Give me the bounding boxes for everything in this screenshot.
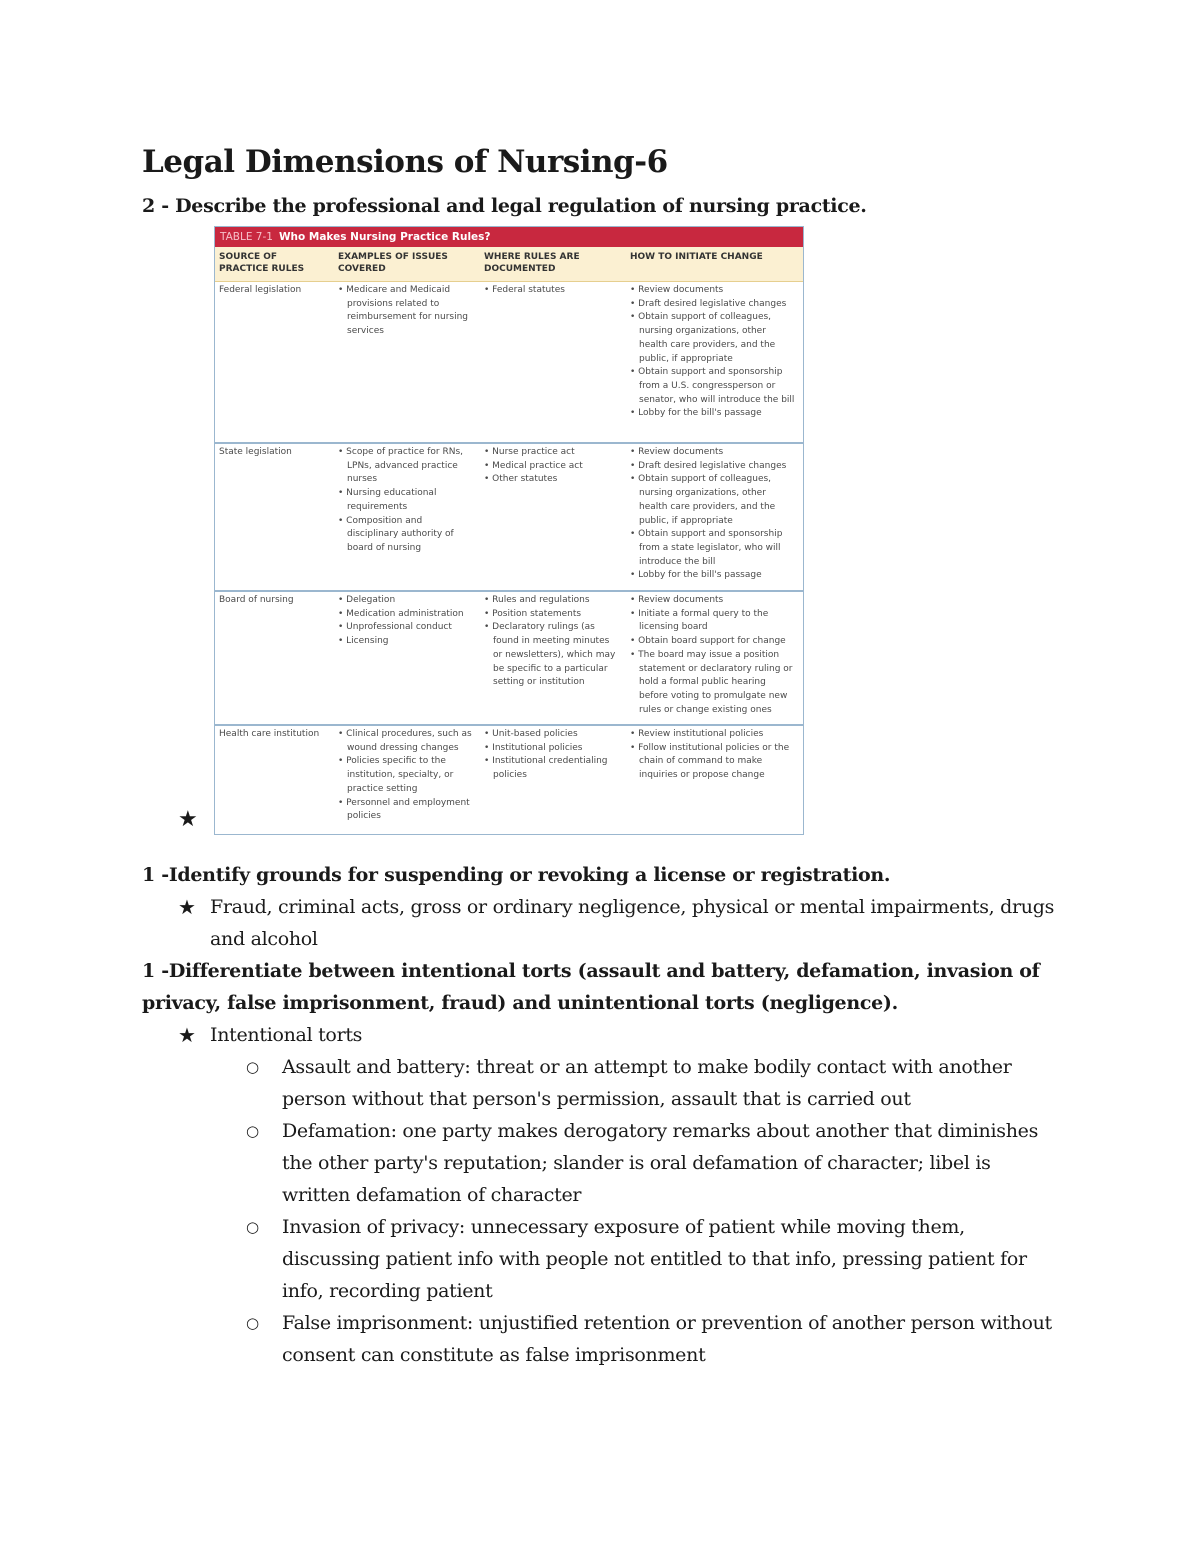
objective-professional-regulation: 2 - Describe the professional and legal regulation of nursing practice. xyxy=(142,195,867,217)
cell-issues xyxy=(334,444,480,590)
list-item: • Federal statutes xyxy=(484,284,620,298)
list-item: • Delegation xyxy=(338,594,474,608)
header-change: HOW TO INITIATE CHANGE xyxy=(630,252,763,262)
list-item: • Review documents xyxy=(630,284,795,298)
list-item: • Position statements xyxy=(484,608,620,622)
list-item xyxy=(246,1051,1062,1115)
cell-documented xyxy=(480,726,626,834)
list-item: • Obtain support and sponsorship from a U.S. congressperson or senator, who will introduce the bill xyxy=(630,366,795,407)
list-item: • Nursing educational requirements xyxy=(338,487,474,514)
circle-bullet-icon: ○ xyxy=(246,1218,259,1236)
table-row xyxy=(215,282,803,444)
cell-source: State legislation xyxy=(219,447,292,457)
torts-list xyxy=(142,1051,1062,1371)
star-bullet-icon: ★ xyxy=(178,1023,196,1047)
cell-source: Board of nursing xyxy=(219,595,294,605)
list-item: • Unprofessional conduct xyxy=(338,621,474,635)
table-row xyxy=(215,444,803,592)
tort-definition: False imprisonment: unjustified retention or prevention of another person without consent can constitute as false imprisonment xyxy=(282,1312,1052,1366)
table-row xyxy=(215,726,803,834)
list-item: • Institutional policies xyxy=(484,742,620,756)
table-label: TABLE 7-1 xyxy=(220,231,273,243)
list-item: • Lobby for the bill's passage xyxy=(630,407,795,421)
list-item xyxy=(178,1019,1062,1051)
list-item: • Rules and regulations xyxy=(484,594,620,608)
list-item: • Unit-based policies xyxy=(484,728,620,742)
tort-definition: Defamation: one party makes derogatory remarks about another that diminishes the other party's reputation; slander is oral defamation of character; libel is written defamation of character xyxy=(282,1120,1039,1206)
objective-torts: 1 -Differentiate between intentional torts (assault and battery, defamation, invasion of privacy, false imprisonment, fraud) and unintentional torts (negligence). xyxy=(142,960,1040,1014)
list-item: • Review institutional policies xyxy=(630,728,795,742)
list-item: • Medication administration xyxy=(338,608,474,622)
list-item xyxy=(178,891,1062,955)
table-body xyxy=(215,282,803,834)
cell-change xyxy=(626,726,801,834)
cell-documented xyxy=(480,592,626,724)
circle-bullet-icon: ○ xyxy=(246,1122,259,1140)
header-documented: WHERE RULES ARE DOCUMENTED xyxy=(484,252,580,274)
tort-definition: Invasion of privacy: unnecessary exposure of patient while moving them, discussing patient info with people not entitled to that info, pressing patient for info, recording patient xyxy=(282,1216,1027,1302)
list-item: • Medical practice act xyxy=(484,460,620,474)
page-title: Legal Dimensions of Nursing-6 xyxy=(142,144,668,180)
list-item: • Obtain support and sponsorship from a state legislator, who will introduce the bill xyxy=(630,528,795,569)
list-item: • Institutional credentialing policies xyxy=(484,755,620,782)
list-item xyxy=(246,1211,1062,1307)
list-item: • Obtain support of colleagues, nursing organizations, other health care providers, and the public, if appropriate xyxy=(630,311,795,366)
list-item: • Obtain board support for change xyxy=(630,635,795,649)
list-item xyxy=(246,1115,1062,1211)
list-item: • Review documents xyxy=(630,594,795,608)
cell-change xyxy=(626,444,801,590)
cell-change xyxy=(626,282,801,442)
list-item: • Lobby for the bill's passage xyxy=(630,569,795,583)
grounds-text: Fraud, criminal acts, gross or ordinary negligence, physical or mental impairments, drugs and alcohol xyxy=(210,896,1055,950)
circle-bullet-icon: ○ xyxy=(246,1058,259,1076)
tort-definition: Assault and battery: threat or an attempt to make bodily contact with another person without that person's permission, assault that is carried out xyxy=(282,1056,1012,1110)
circle-bullet-icon: ○ xyxy=(246,1314,259,1332)
header-source: SOURCE OF PRACTICE RULES xyxy=(219,252,305,274)
header-issues: EXAMPLES OF ISSUES COVERED xyxy=(338,252,448,274)
star-bullet-icon: ★ xyxy=(178,895,196,919)
document-body xyxy=(142,142,1062,1371)
list-item: • Composition and disciplinary authority of board of nursing xyxy=(338,515,474,556)
list-item: • The board may issue a position statement or declaratory ruling or hold a formal public hearing before voting to promulgate new rules or change existing ones xyxy=(630,649,795,718)
cell-issues xyxy=(334,726,480,834)
list-item: • Other statutes xyxy=(484,473,620,487)
list-item: • Policies specific to the institution, specialty, or practice setting xyxy=(338,755,474,796)
cell-change xyxy=(626,592,801,724)
cell-source: Federal legislation xyxy=(219,285,302,295)
practice-rules-table xyxy=(214,226,804,835)
star-bullet-icon: ★ xyxy=(178,807,198,832)
cell-issues xyxy=(334,282,480,442)
table-row xyxy=(215,592,803,726)
list-item xyxy=(246,1307,1062,1371)
list-item: • Scope of practice for RNs, LPNs, advanced practice nurses xyxy=(338,446,474,487)
list-item: • Obtain support of colleagues, nursing organizations, other health care providers, and the public, if appropriate xyxy=(630,473,795,528)
table-caption: Who Makes Nursing Practice Rules? xyxy=(278,231,491,243)
list-item: • Clinical procedures, such as wound dressing changes xyxy=(338,728,474,755)
list-item: • Review documents xyxy=(630,446,795,460)
list-item: • Draft desired legislative changes xyxy=(630,460,795,474)
cell-documented xyxy=(480,282,626,442)
list-item: • Draft desired legislative changes xyxy=(630,298,795,312)
intentional-torts-label: Intentional torts xyxy=(210,1024,363,1046)
cell-source: Health care institution xyxy=(219,729,320,739)
table-title xyxy=(215,227,803,247)
list-item: • Initiate a formal query to the licensing board xyxy=(630,608,795,635)
list-item: • Declaratory rulings (as found in meeting minutes or newsletters), which may be specific to a particular setting or institution xyxy=(484,621,620,690)
cell-documented xyxy=(480,444,626,590)
cell-issues xyxy=(334,592,480,724)
table-header xyxy=(215,247,803,282)
list-item: • Personnel and employment policies xyxy=(338,797,474,824)
list-item: • Licensing xyxy=(338,635,474,649)
list-item: • Medicare and Medicaid provisions related to reimbursement for nursing services xyxy=(338,284,474,339)
list-item: • Nurse practice act xyxy=(484,446,620,460)
objective-license-grounds: 1 -Identify grounds for suspending or revoking a license or registration. xyxy=(142,864,891,886)
list-item: • Follow institutional policies or the chain of command to make inquiries or propose change xyxy=(630,742,795,783)
